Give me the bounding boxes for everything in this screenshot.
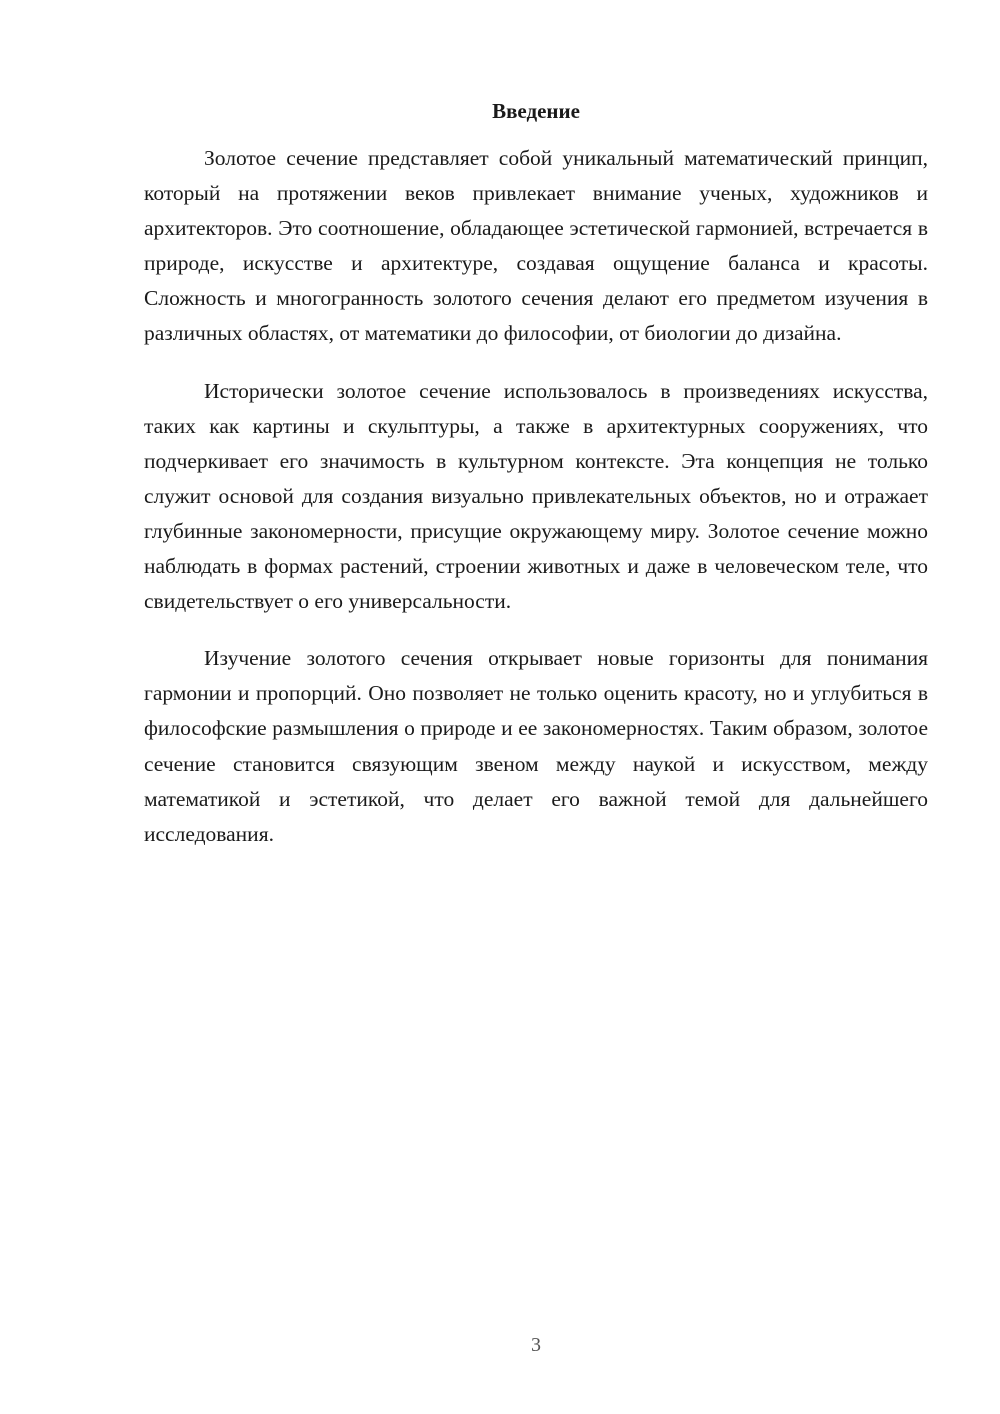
page-content [144,94,928,874]
paragraph-2: Исторически золотое сечение использовалось в произведениях искусства, таких как картины и скульптуры, а также в архитектурных сооружениях, что подчеркивает его значимость в культурном контексте. Эта концепция не только служит основой для создания визуально привлекательных объектов, но и отражает глубинные закономерности, присущие окружающему миру. Золотое сечение можно наблюдать в формах растений, строении животных и даже в человеческом теле, что свидетельствует о его универсальности. [144,378,928,614]
paragraph-3: Изучение золотого сечения открывает новые горизонты для понимания гармонии и пропорций. Оно позволяет не только оценить красоту, но и углубиться в философские размышления о природе и ее закономерностях. Таким образом, золотое сечение становится связующим звеном между наукой и искусством, между математикой и эстетикой, что делает его важной темой для дальнейшего исследования. [144,646,928,846]
paragraph-1: Золотое сечение представляет собой уникальный математический принцип, который на протяжении веков привлекает внимание ученых, художников и архитекторов. Это соотношение, обладающее эстетической гармонией, встречается в природе, искусстве и архитектуре, создавая ощущение баланса и красоты. Сложность и многогранность золотого сечения делают его предметом изучения в различных областях, от математики до философии, от биологии до дизайна. [144,146,928,346]
section-title: Введение [492,99,580,123]
page-number: 3 [531,1334,541,1356]
